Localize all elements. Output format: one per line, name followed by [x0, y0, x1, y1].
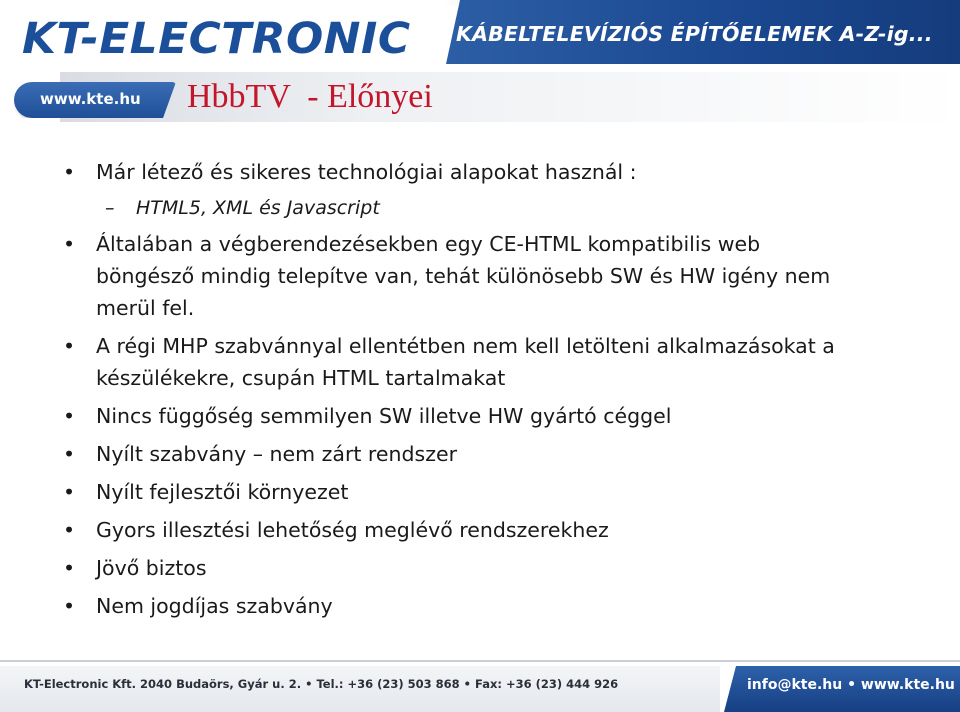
list-item-line: böngésző mindig telepítve van, tehát különösebb SW és HW igény nem — [96, 264, 831, 288]
list-item-line: Általában a végberendezésekben egy CE-HTML kompatibilis web — [96, 232, 761, 256]
bullet-icon: • — [63, 160, 76, 184]
sub-list-item — [105, 192, 380, 224]
bullet-icon: • — [63, 480, 76, 504]
list-item-text: Már létező és sikeres technológiai alapokat használ : — [96, 160, 637, 184]
footer-contact: info@kte.hu • www.kte.hu — [747, 677, 955, 693]
footer-address: KT-Electronic Kft. 2040 Budaörs, Gyár u. 2. • Tel.: +36 (23) 503 868 • Fax: +36 (23) 444 926 — [24, 677, 619, 691]
list-item-line: merül fel. — [96, 296, 195, 320]
bullet-icon: • — [63, 232, 76, 256]
dash-icon: – — [105, 197, 115, 219]
bullet-icon: • — [63, 518, 76, 542]
url-badge-text: www.kte.hu — [40, 90, 141, 108]
slide-title: HbbTV - Előnyei — [187, 78, 433, 115]
footer-divider — [0, 660, 960, 662]
bullet-icon: • — [63, 404, 76, 428]
list-item-text: Nincs függőség semmilyen SW illetve HW gyártó céggel — [96, 404, 672, 428]
list-item-text: Nyílt fejlesztői környezet — [96, 480, 349, 504]
bullet-icon: • — [63, 556, 76, 580]
sub-list-item-text: HTML5, XML és Javascript — [136, 197, 380, 219]
list-item-line: készülékekre, csupán HTML tartalmakat — [96, 366, 506, 390]
list-item-text: Nyílt szabvány – nem zárt rendszer — [96, 442, 458, 466]
bullet-icon: • — [63, 334, 76, 358]
slide-footer — [0, 660, 960, 712]
list-item — [63, 552, 886, 584]
list-item — [63, 400, 886, 432]
list-item-text: Gyors illesztési lehetőség meglévő rendszerekhez — [96, 518, 609, 542]
slide-header — [0, 0, 960, 125]
list-item — [63, 476, 886, 508]
list-item-text: Jövő biztos — [96, 556, 207, 580]
list-item — [63, 438, 886, 470]
company-logo: KT-ELECTRONIC — [22, 14, 411, 64]
list-item — [63, 590, 886, 622]
list-item-line: A régi MHP szabvánnyal ellentétben nem kell letölteni alkalmazásokat a — [96, 334, 835, 358]
list-item — [63, 228, 886, 324]
list-item-text: Nem jogdíjas szabvány — [96, 594, 333, 618]
list-item — [63, 514, 886, 546]
bullet-icon: • — [63, 594, 76, 618]
tagline-text: KÁBELTELEVÍZIÓS ÉPÍTŐELEMEK A-Z-ig... — [456, 22, 933, 46]
list-item — [63, 156, 886, 188]
list-item — [63, 330, 886, 394]
bullet-icon: • — [63, 442, 76, 466]
